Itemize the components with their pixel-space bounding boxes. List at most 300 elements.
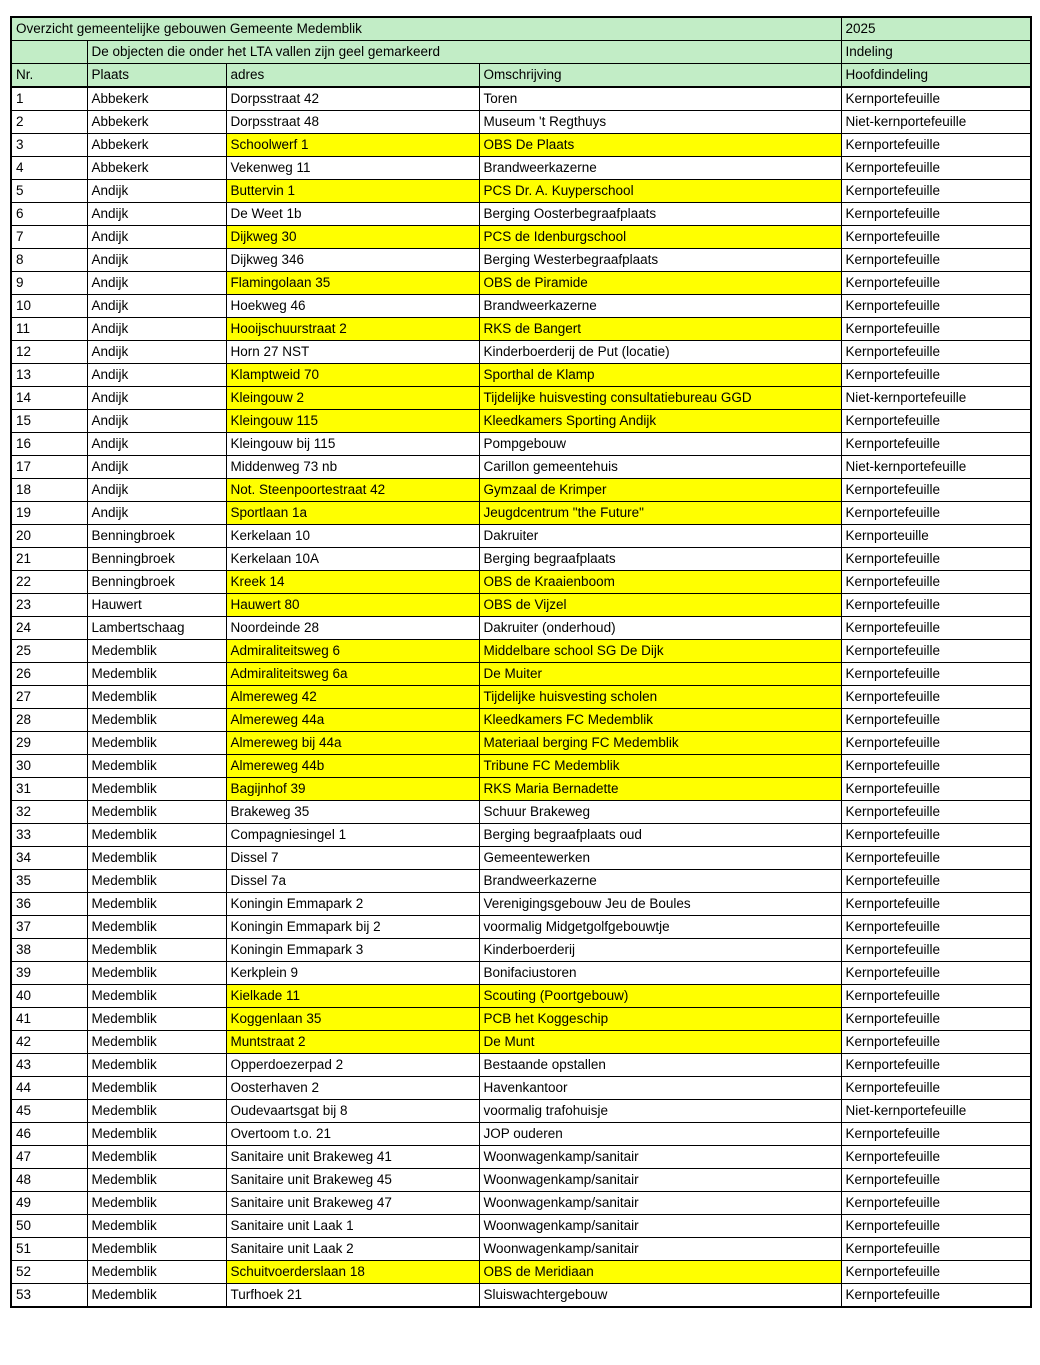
row-nr: 20 (11, 525, 87, 548)
row-adres: Hooijschuurstraat 2 (226, 318, 479, 341)
row-adres: Kerkplein 9 (226, 962, 479, 985)
row-plaats: Medemblik (87, 709, 226, 732)
row-adres: Kleingouw bij 115 (226, 433, 479, 456)
row-omschrijving: Woonwagenkamp/sanitair (479, 1146, 841, 1169)
row-adres: Bagijnhof 39 (226, 778, 479, 801)
row-plaats: Abbekerk (87, 87, 226, 111)
row-plaats: Medemblik (87, 1031, 226, 1054)
row-adres: Vekenweg 11 (226, 157, 479, 180)
row-plaats: Andijk (87, 410, 226, 433)
row-plaats: Medemblik (87, 847, 226, 870)
row-omschrijving: Schuur Brakeweg (479, 801, 841, 824)
row-nr: 39 (11, 962, 87, 985)
row-nr: 25 (11, 640, 87, 663)
empty-cell (11, 41, 87, 64)
row-adres: Dissel 7a (226, 870, 479, 893)
row-adres: Kielkade 11 (226, 985, 479, 1008)
row-nr: 16 (11, 433, 87, 456)
row-omschrijving: Berging Oosterbegraafplaats (479, 203, 841, 226)
row-adres: Dissel 7 (226, 847, 479, 870)
table-row (11, 525, 1031, 548)
row-nr: 14 (11, 387, 87, 410)
row-plaats: Medemblik (87, 755, 226, 778)
gebouwen-table (10, 16, 1032, 1308)
row-adres: Koningin Emmapark 2 (226, 893, 479, 916)
row-omschrijving: Gemeentewerken (479, 847, 841, 870)
table-row (11, 479, 1031, 502)
table-row (11, 226, 1031, 249)
row-hoofdindeling: Kernportefeuille (841, 134, 1031, 157)
row-adres: Kleingouw 115 (226, 410, 479, 433)
row-plaats: Medemblik (87, 801, 226, 824)
row-omschrijving: Gymzaal de Krimper (479, 479, 841, 502)
row-hoofdindeling: Kernportefeuille (841, 594, 1031, 617)
row-hoofdindeling: Kernportefeuille (841, 502, 1031, 525)
row-hoofdindeling: Kernportefeuille (841, 709, 1031, 732)
row-hoofdindeling: Kernportefeuille (841, 226, 1031, 249)
row-adres: Koggenlaan 35 (226, 1008, 479, 1031)
row-plaats: Andijk (87, 387, 226, 410)
row-hoofdindeling: Kernportefeuille (841, 916, 1031, 939)
table-body (11, 87, 1031, 1307)
row-nr: 37 (11, 916, 87, 939)
row-nr: 32 (11, 801, 87, 824)
row-adres: Dorpsstraat 42 (226, 87, 479, 111)
row-omschrijving: OBS de Meridiaan (479, 1261, 841, 1284)
table-row (11, 203, 1031, 226)
table-row (11, 1054, 1031, 1077)
row-adres: Compagniesingel 1 (226, 824, 479, 847)
row-plaats: Benningbroek (87, 525, 226, 548)
table-row (11, 571, 1031, 594)
row-hoofdindeling: Kernportefeuille (841, 1008, 1031, 1031)
row-hoofdindeling: Kernportefeuille (841, 870, 1031, 893)
row-adres: Koningin Emmapark 3 (226, 939, 479, 962)
row-adres: Turfhoek 21 (226, 1284, 479, 1308)
row-plaats: Medemblik (87, 824, 226, 847)
row-nr: 15 (11, 410, 87, 433)
table-row (11, 1192, 1031, 1215)
table-row (11, 1077, 1031, 1100)
table-row (11, 939, 1031, 962)
row-hoofdindeling: Kernportefeuille (841, 571, 1031, 594)
row-omschrijving: voormalig Midgetgolfgebouwtje (479, 916, 841, 939)
row-nr: 31 (11, 778, 87, 801)
table-row (11, 1261, 1031, 1284)
row-hoofdindeling: Kernportefeuille (841, 617, 1031, 640)
row-nr: 36 (11, 893, 87, 916)
row-nr: 12 (11, 341, 87, 364)
lta-note: De objecten die onder het LTA vallen zijn geel gemarkeerd (87, 41, 841, 64)
row-adres: Sanitaire unit Laak 1 (226, 1215, 479, 1238)
row-plaats: Medemblik (87, 663, 226, 686)
row-adres: Admiraliteitsweg 6 (226, 640, 479, 663)
row-adres: Sanitaire unit Brakeweg 45 (226, 1169, 479, 1192)
row-adres: Kerkelaan 10 (226, 525, 479, 548)
row-adres: Oosterhaven 2 (226, 1077, 479, 1100)
row-omschrijving: Dakruiter (onderhoud) (479, 617, 841, 640)
row-adres: Muntstraat 2 (226, 1031, 479, 1054)
page-title: Overzicht gemeentelijke gebouwen Gemeente Medemblik (11, 17, 841, 41)
row-omschrijving: Bonifaciustoren (479, 962, 841, 985)
row-nr: 23 (11, 594, 87, 617)
row-hoofdindeling: Kernportefeuille (841, 1192, 1031, 1215)
row-omschrijving: OBS De Plaats (479, 134, 841, 157)
row-adres: Schoolwerf 1 (226, 134, 479, 157)
table-row (11, 985, 1031, 1008)
row-nr: 8 (11, 249, 87, 272)
row-adres: Almereweg 44b (226, 755, 479, 778)
row-omschrijving: JOP ouderen (479, 1123, 841, 1146)
row-nr: 41 (11, 1008, 87, 1031)
table-row (11, 824, 1031, 847)
table-row (11, 801, 1031, 824)
row-hoofdindeling: Kernportefeuille (841, 939, 1031, 962)
row-plaats: Andijk (87, 364, 226, 387)
row-hoofdindeling: Kernportefeuille (841, 1238, 1031, 1261)
row-adres: Horn 27 NST (226, 341, 479, 364)
table-row (11, 1008, 1031, 1031)
row-adres: Noordeinde 28 (226, 617, 479, 640)
table-row (11, 1284, 1031, 1308)
row-omschrijving: PCS de Idenburgschool (479, 226, 841, 249)
table-row (11, 1238, 1031, 1261)
row-omschrijving: Brandweerkazerne (479, 295, 841, 318)
row-omschrijving: PCB het Koggeschip (479, 1008, 841, 1031)
row-adres: Brakeweg 35 (226, 801, 479, 824)
row-hoofdindeling: Kernportefeuille (841, 640, 1031, 663)
row-plaats: Medemblik (87, 1077, 226, 1100)
row-plaats: Hauwert (87, 594, 226, 617)
row-hoofdindeling: Kernportefeuille (841, 433, 1031, 456)
row-nr: 49 (11, 1192, 87, 1215)
table-row (11, 709, 1031, 732)
year-cell: 2025 (841, 17, 1031, 41)
row-plaats: Medemblik (87, 870, 226, 893)
row-omschrijving: De Muiter (479, 663, 841, 686)
row-plaats: Lambertschaag (87, 617, 226, 640)
table-row (11, 295, 1031, 318)
row-adres: Klamptweid 70 (226, 364, 479, 387)
row-adres: Flamingolaan 35 (226, 272, 479, 295)
row-nr: 4 (11, 157, 87, 180)
table-row (11, 548, 1031, 571)
row-omschrijving: Jeugdcentrum "the Future" (479, 502, 841, 525)
row-nr: 17 (11, 456, 87, 479)
table-row (11, 1031, 1031, 1054)
row-omschrijving: Brandweerkazerne (479, 157, 841, 180)
row-plaats: Andijk (87, 341, 226, 364)
row-plaats: Medemblik (87, 1238, 226, 1261)
row-hoofdindeling: Kernportefeuille (841, 249, 1031, 272)
row-hoofdindeling: Kernportefeuille (841, 1077, 1031, 1100)
row-omschrijving: Woonwagenkamp/sanitair (479, 1215, 841, 1238)
row-omschrijving: Sluiswachtergebouw (479, 1284, 841, 1308)
row-omschrijving: Dakruiter (479, 525, 841, 548)
table-row (11, 1146, 1031, 1169)
row-plaats: Benningbroek (87, 571, 226, 594)
row-hoofdindeling: Kernportefeuille (841, 364, 1031, 387)
table-row (11, 157, 1031, 180)
col-header-adres: adres (226, 64, 479, 88)
row-plaats: Medemblik (87, 1284, 226, 1308)
row-nr: 7 (11, 226, 87, 249)
row-omschrijving: Brandweerkazerne (479, 870, 841, 893)
row-adres: Kerkelaan 10A (226, 548, 479, 571)
row-omschrijving: RKS de Bangert (479, 318, 841, 341)
row-omschrijving: Berging begraafplaats (479, 548, 841, 571)
row-omschrijving: Kleedkamers Sporting Andijk (479, 410, 841, 433)
row-plaats: Medemblik (87, 893, 226, 916)
row-nr: 30 (11, 755, 87, 778)
col-header-nr: Nr. (11, 64, 87, 88)
row-adres: Hoekweg 46 (226, 295, 479, 318)
row-omschrijving: OBS de Vijzel (479, 594, 841, 617)
row-omschrijving: Sporthal de Klamp (479, 364, 841, 387)
row-omschrijving: Tijdelijke huisvesting scholen (479, 686, 841, 709)
row-hoofdindeling: Kernportefeuille (841, 157, 1031, 180)
row-hoofdindeling: Kernportefeuille (841, 985, 1031, 1008)
row-omschrijving: OBS de Piramide (479, 272, 841, 295)
row-nr: 50 (11, 1215, 87, 1238)
table-row (11, 180, 1031, 203)
row-plaats: Medemblik (87, 732, 226, 755)
row-plaats: Benningbroek (87, 548, 226, 571)
table-header-block (11, 17, 1031, 87)
row-hoofdindeling: Kernportefeuille (841, 663, 1031, 686)
row-omschrijving: Kleedkamers FC Medemblik (479, 709, 841, 732)
table-row (11, 1215, 1031, 1238)
table-row (11, 594, 1031, 617)
row-plaats: Andijk (87, 502, 226, 525)
row-plaats: Medemblik (87, 1169, 226, 1192)
row-adres: Sanitaire unit Brakeweg 47 (226, 1192, 479, 1215)
row-hoofdindeling: Kernportefeuille (841, 1123, 1031, 1146)
row-omschrijving: OBS de Kraaienboom (479, 571, 841, 594)
table-row (11, 87, 1031, 111)
row-hoofdindeling: Kernportefeuille (841, 180, 1031, 203)
row-nr: 45 (11, 1100, 87, 1123)
row-plaats: Medemblik (87, 686, 226, 709)
row-adres: Koningin Emmapark bij 2 (226, 916, 479, 939)
row-hoofdindeling: Kernportefeuille (841, 272, 1031, 295)
row-plaats: Abbekerk (87, 134, 226, 157)
row-adres: Sportlaan 1a (226, 502, 479, 525)
row-plaats: Andijk (87, 249, 226, 272)
row-nr: 19 (11, 502, 87, 525)
row-omschrijving: Verenigingsgebouw Jeu de Boules (479, 893, 841, 916)
row-nr: 18 (11, 479, 87, 502)
row-hoofdindeling: Kernportefeuille (841, 1215, 1031, 1238)
row-omschrijving: Tijdelijke huisvesting consultatiebureau GGD (479, 387, 841, 410)
row-nr: 1 (11, 87, 87, 111)
row-nr: 48 (11, 1169, 87, 1192)
row-plaats: Medemblik (87, 962, 226, 985)
row-adres: Almereweg 42 (226, 686, 479, 709)
row-hoofdindeling: Kernportefeuille (841, 1169, 1031, 1192)
row-hoofdindeling: Kernportefeuille (841, 847, 1031, 870)
table-row (11, 962, 1031, 985)
table-row (11, 686, 1031, 709)
subtitle-row (11, 41, 1031, 64)
row-nr: 43 (11, 1054, 87, 1077)
indeling-label: Indeling (841, 41, 1031, 64)
table-row (11, 1123, 1031, 1146)
table-row (11, 341, 1031, 364)
row-hoofdindeling: Kernportefeuille (841, 318, 1031, 341)
row-hoofdindeling: Niet-kernportefeuille (841, 456, 1031, 479)
title-row (11, 17, 1031, 41)
row-hoofdindeling: Kernportefeuille (841, 778, 1031, 801)
row-hoofdindeling: Niet-kernportefeuille (841, 387, 1031, 410)
row-nr: 44 (11, 1077, 87, 1100)
row-adres: Kreek 14 (226, 571, 479, 594)
table-row (11, 1100, 1031, 1123)
row-plaats: Medemblik (87, 1100, 226, 1123)
row-hoofdindeling: Kernportefeuille (841, 1054, 1031, 1077)
row-omschrijving: RKS Maria Bernadette (479, 778, 841, 801)
table-row (11, 410, 1031, 433)
row-nr: 6 (11, 203, 87, 226)
row-nr: 29 (11, 732, 87, 755)
row-plaats: Medemblik (87, 939, 226, 962)
row-hoofdindeling: Kernportefeuille (841, 548, 1031, 571)
row-plaats: Andijk (87, 295, 226, 318)
row-omschrijving: Bestaande opstallen (479, 1054, 841, 1077)
table-row (11, 502, 1031, 525)
row-adres: Schuitvoerderslaan 18 (226, 1261, 479, 1284)
row-adres: Almereweg 44a (226, 709, 479, 732)
row-plaats: Andijk (87, 456, 226, 479)
row-plaats: Abbekerk (87, 157, 226, 180)
row-omschrijving: Berging begraafplaats oud (479, 824, 841, 847)
row-omschrijving: Pompgebouw (479, 433, 841, 456)
row-nr: 40 (11, 985, 87, 1008)
row-plaats: Andijk (87, 318, 226, 341)
row-adres: Kleingouw 2 (226, 387, 479, 410)
table-row (11, 272, 1031, 295)
row-nr: 46 (11, 1123, 87, 1146)
table-row (11, 893, 1031, 916)
row-nr: 47 (11, 1146, 87, 1169)
row-nr: 11 (11, 318, 87, 341)
row-adres: Dijkweg 30 (226, 226, 479, 249)
row-plaats: Medemblik (87, 1192, 226, 1215)
row-adres: Dorpsstraat 48 (226, 111, 479, 134)
table-row (11, 433, 1031, 456)
row-omschrijving: Tribune FC Medemblik (479, 755, 841, 778)
row-plaats: Andijk (87, 180, 226, 203)
table-row (11, 111, 1031, 134)
table-row (11, 847, 1031, 870)
row-omschrijving: PCS Dr. A. Kuyperschool (479, 180, 841, 203)
row-omschrijving: Kinderboerderij (479, 939, 841, 962)
row-plaats: Abbekerk (87, 111, 226, 134)
row-nr: 34 (11, 847, 87, 870)
row-plaats: Medemblik (87, 985, 226, 1008)
row-hoofdindeling: Kernportefeuille (841, 479, 1031, 502)
row-nr: 9 (11, 272, 87, 295)
row-adres: Opperdoezerpad 2 (226, 1054, 479, 1077)
table-row (11, 364, 1031, 387)
row-omschrijving: Kinderboerderij de Put (locatie) (479, 341, 841, 364)
row-nr: 3 (11, 134, 87, 157)
row-plaats: Medemblik (87, 1008, 226, 1031)
row-hoofdindeling: Kernportefeuille (841, 87, 1031, 111)
col-header-hoofdindeling: Hoofdindeling (841, 64, 1031, 88)
row-plaats: Andijk (87, 433, 226, 456)
row-plaats: Andijk (87, 226, 226, 249)
table-row (11, 732, 1031, 755)
row-omschrijving: Middelbare school SG De Dijk (479, 640, 841, 663)
row-nr: 35 (11, 870, 87, 893)
row-adres: Admiraliteitsweg 6a (226, 663, 479, 686)
row-nr: 42 (11, 1031, 87, 1054)
row-adres: Overtoom t.o. 21 (226, 1123, 479, 1146)
row-hoofdindeling: Kernportefeuille (841, 962, 1031, 985)
col-header-omschrijving: Omschrijving (479, 64, 841, 88)
row-plaats: Medemblik (87, 1146, 226, 1169)
row-nr: 2 (11, 111, 87, 134)
row-plaats: Medemblik (87, 778, 226, 801)
row-plaats: Andijk (87, 272, 226, 295)
table-row (11, 778, 1031, 801)
row-nr: 22 (11, 571, 87, 594)
row-omschrijving: Berging Westerbegraafplaats (479, 249, 841, 272)
row-hoofdindeling: Kernportefeuille (841, 203, 1031, 226)
row-nr: 10 (11, 295, 87, 318)
row-nr: 51 (11, 1238, 87, 1261)
row-hoofdindeling: Kernportefeuille (841, 1261, 1031, 1284)
row-plaats: Medemblik (87, 1215, 226, 1238)
row-omschrijving: Woonwagenkamp/sanitair (479, 1169, 841, 1192)
row-hoofdindeling: Kernportefeuille (841, 1284, 1031, 1308)
row-nr: 52 (11, 1261, 87, 1284)
row-plaats: Medemblik (87, 1261, 226, 1284)
row-plaats: Andijk (87, 203, 226, 226)
row-omschrijving: voormalig trafohuisje (479, 1100, 841, 1123)
table-row (11, 870, 1031, 893)
row-adres: Middenweg 73 nb (226, 456, 479, 479)
row-nr: 53 (11, 1284, 87, 1308)
row-plaats: Medemblik (87, 1123, 226, 1146)
row-nr: 5 (11, 180, 87, 203)
row-omschrijving: Woonwagenkamp/sanitair (479, 1238, 841, 1261)
table-row (11, 134, 1031, 157)
table-row (11, 249, 1031, 272)
row-nr: 26 (11, 663, 87, 686)
row-adres: Almereweg bij 44a (226, 732, 479, 755)
row-adres: Hauwert 80 (226, 594, 479, 617)
row-hoofdindeling: Kernportefeuille (841, 732, 1031, 755)
row-hoofdindeling: Kernportefeuille (841, 295, 1031, 318)
row-nr: 33 (11, 824, 87, 847)
row-hoofdindeling: Kernportefeuille (841, 1031, 1031, 1054)
row-plaats: Medemblik (87, 1054, 226, 1077)
table-row (11, 755, 1031, 778)
column-header-row (11, 64, 1031, 88)
row-hoofdindeling: Kernporteuille (841, 525, 1031, 548)
row-hoofdindeling: Kernportefeuille (841, 1146, 1031, 1169)
row-plaats: Medemblik (87, 640, 226, 663)
table-row (11, 916, 1031, 939)
table-row (11, 318, 1031, 341)
row-nr: 13 (11, 364, 87, 387)
table-row (11, 387, 1031, 410)
row-adres: Buttervin 1 (226, 180, 479, 203)
row-hoofdindeling: Kernportefeuille (841, 410, 1031, 433)
row-nr: 24 (11, 617, 87, 640)
